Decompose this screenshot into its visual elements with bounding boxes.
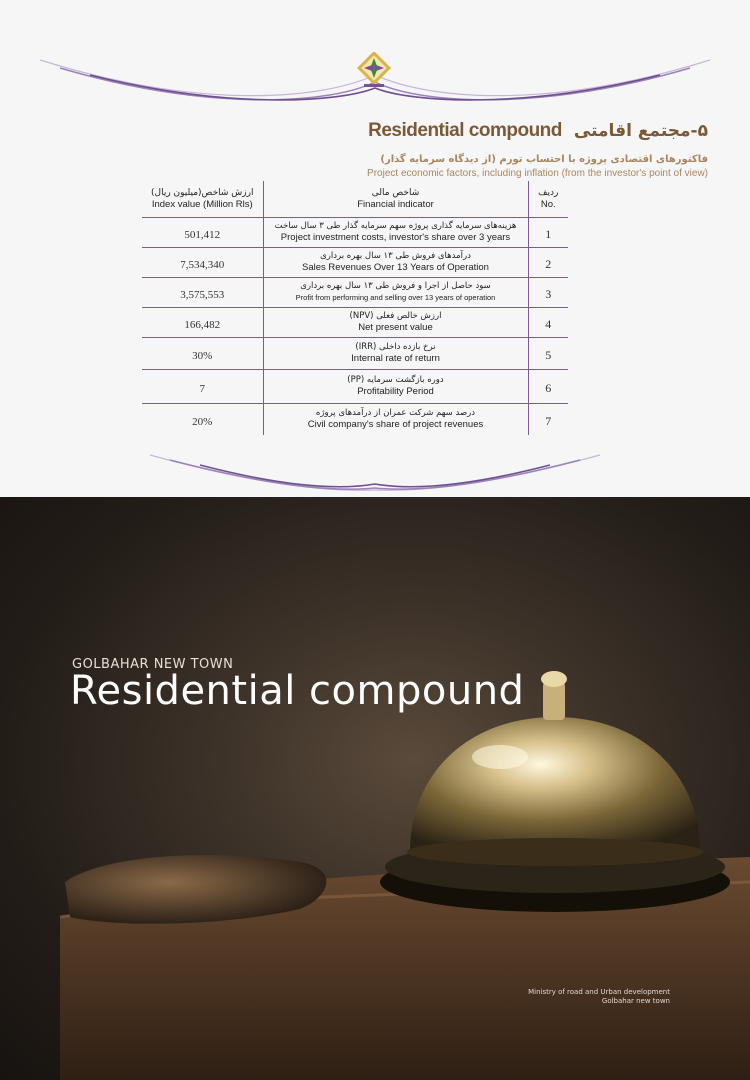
logo-icon: [356, 52, 392, 92]
row-indicator-fa: نرخ بازده داخلی (IRR): [355, 342, 436, 352]
header-no-en: No.: [540, 198, 556, 210]
row-value: 30%: [192, 349, 213, 362]
footer-credit: [528, 988, 670, 1006]
table-row: [142, 217, 568, 247]
row-number: 6: [545, 380, 552, 395]
row-number: 4: [545, 316, 552, 331]
header-row-number: [528, 181, 568, 217]
header-index-value: [142, 181, 263, 217]
header-indicator-en: Financial indicator: [357, 198, 434, 210]
row-value: 7,534,340: [180, 258, 225, 271]
row-indicator-fa: هزینه‌های سرمایه گذاری پروژه سهم سرمایه گذار طی ۳ سال ساخت: [274, 221, 517, 231]
row-value: 166,482: [184, 318, 221, 331]
row-value: 501,412: [184, 228, 221, 241]
table-row: [142, 337, 568, 369]
table-row: [142, 277, 568, 307]
row-indicator-en: Civil company's share of project revenues: [307, 419, 484, 431]
table-row: [142, 369, 568, 403]
row-indicator-fa: سود حاصل از اجرا و فروش طی ۱۳ سال بهره برداری: [300, 281, 491, 291]
row-indicator-en: Project investment costs, investor's share over 3 years: [280, 232, 511, 243]
row-indicator-en: Net present value: [358, 322, 433, 333]
page-title: [368, 120, 708, 142]
table-row: [142, 307, 568, 337]
header-value-en: Index value (Million Rls): [151, 198, 253, 210]
bottom-decorative-waves: [0, 440, 750, 497]
table-row: [142, 403, 568, 435]
subtitle-english: Project economic factors, including inflation (from the investor's point of view): [367, 168, 708, 179]
top-section: [0, 0, 750, 497]
row-value: 20%: [192, 415, 213, 428]
row-indicator-fa: درصد سهم شرکت عمران از درآمدهای پروژه: [315, 408, 476, 419]
row-indicator-fa: دوره بازگشت سرمایه (PP): [347, 375, 444, 385]
row-indicator-en: Profit from performing and selling over 13 years of operation: [295, 293, 496, 302]
row-indicator-fa: ارزش خالص فعلی (NPV): [349, 311, 442, 321]
financial-table: [142, 181, 568, 435]
row-number: 2: [545, 256, 552, 271]
subtitle-persian: فاکتورهای اقتصادی پروژه با احتساب تورم (از دیدگاه سرمایه گذار): [380, 154, 708, 165]
row-indicator-en: Profitability Period: [357, 386, 434, 397]
header-no-fa: ردیف: [538, 187, 559, 198]
row-indicator-fa: درآمدهای فروش طی ۱۳ سال بهره برداری: [320, 251, 471, 261]
row-value: 7: [199, 382, 205, 395]
header-financial-indicator: [263, 181, 528, 217]
footer-line-1: Ministry of road and Urban development: [528, 988, 670, 996]
footer-line-2: Golbahar new town: [601, 997, 670, 1005]
header-indicator-fa: شاخص مالی: [371, 187, 420, 198]
row-number: 5: [545, 347, 552, 362]
title-persian: ۵-مجتمع اقامتی: [573, 121, 708, 141]
row-indicator-en: Sales Revenues Over 13 Years of Operation: [302, 262, 489, 273]
row-indicator-en: Internal rate of return: [351, 353, 440, 364]
header-value-fa: ارزش شاخص(میلیون ریال): [151, 187, 254, 198]
row-number: 7: [545, 413, 552, 428]
banner-big-title: Residential compound: [70, 668, 525, 714]
title-english: Residential compound: [368, 120, 562, 141]
row-value: 3,575,553: [180, 288, 225, 301]
row-number: 3: [545, 286, 552, 301]
table-row: [142, 247, 568, 277]
row-number: 1: [545, 226, 552, 241]
banner-small-title: GOLBAHAR NEW TOWN: [72, 657, 234, 672]
table-header-row: [142, 181, 568, 217]
